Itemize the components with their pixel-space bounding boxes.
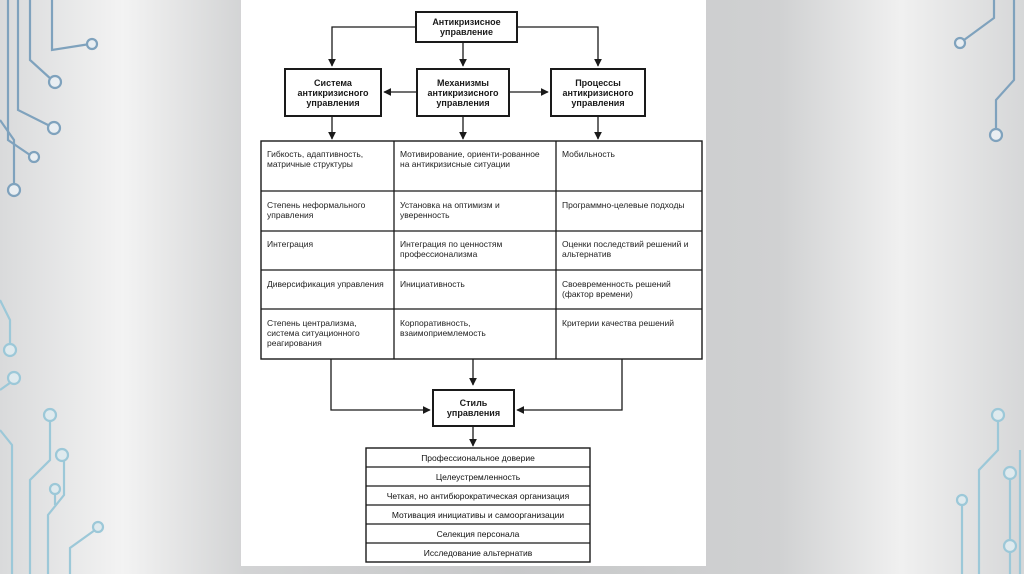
table-cell: Мобильность <box>562 149 615 159</box>
table-cell: Своевременность решений (фактор времени) <box>562 279 671 299</box>
style-item: Целеустремленность <box>435 472 521 482</box>
style-item: Мотивация инициативы и самоорганизации <box>391 510 565 520</box>
table-cell: Диверсификация управления <box>267 279 384 289</box>
style-item: Четкая, но антибюрократическая организация <box>386 491 570 501</box>
style-item: Исследование альтернатив <box>423 548 533 558</box>
table-cell: Программно-целевые подходы <box>562 200 685 210</box>
circuit-decoration-left <box>0 0 120 574</box>
style-item: Профессиональное доверие <box>421 453 535 463</box>
table-cell: Инициативность <box>400 279 465 289</box>
table-cell: Интеграция <box>267 239 314 249</box>
table-cell: Степень неформального управления <box>267 200 366 220</box>
table-cell: Интеграция по ценностям профессионализма <box>400 239 503 259</box>
table-cell: Корпоративность, взаимоприемлемость <box>400 318 486 338</box>
table-cell: Критерии качества решений <box>562 318 674 328</box>
table-cell: Мотивирование, ориенти-рованное на антикризисные ситуации <box>400 149 540 169</box>
node-mechanisms: Механизмы антикризисного управления <box>416 68 510 117</box>
node-management-style: Стиль управления <box>432 389 515 427</box>
diagram-panel <box>241 0 706 566</box>
node-processes: Процессы антикризисного управления <box>550 68 646 117</box>
node-system: Система антикризисного управления <box>284 68 382 117</box>
table-cell: Установка на оптимизм и уверенность <box>400 200 500 220</box>
circuit-decoration-right <box>934 0 1024 574</box>
table-cell: Степень централизма, система ситуационного реагирования <box>267 318 360 348</box>
node-anticrisis-management: Антикризисное управление <box>415 11 518 43</box>
table-cell: Оценки последствий решений и альтернатив <box>562 239 689 259</box>
table-cell: Гибкость, адаптивность, матричные структуры <box>267 149 364 169</box>
style-item: Селекция персонала <box>436 529 520 539</box>
